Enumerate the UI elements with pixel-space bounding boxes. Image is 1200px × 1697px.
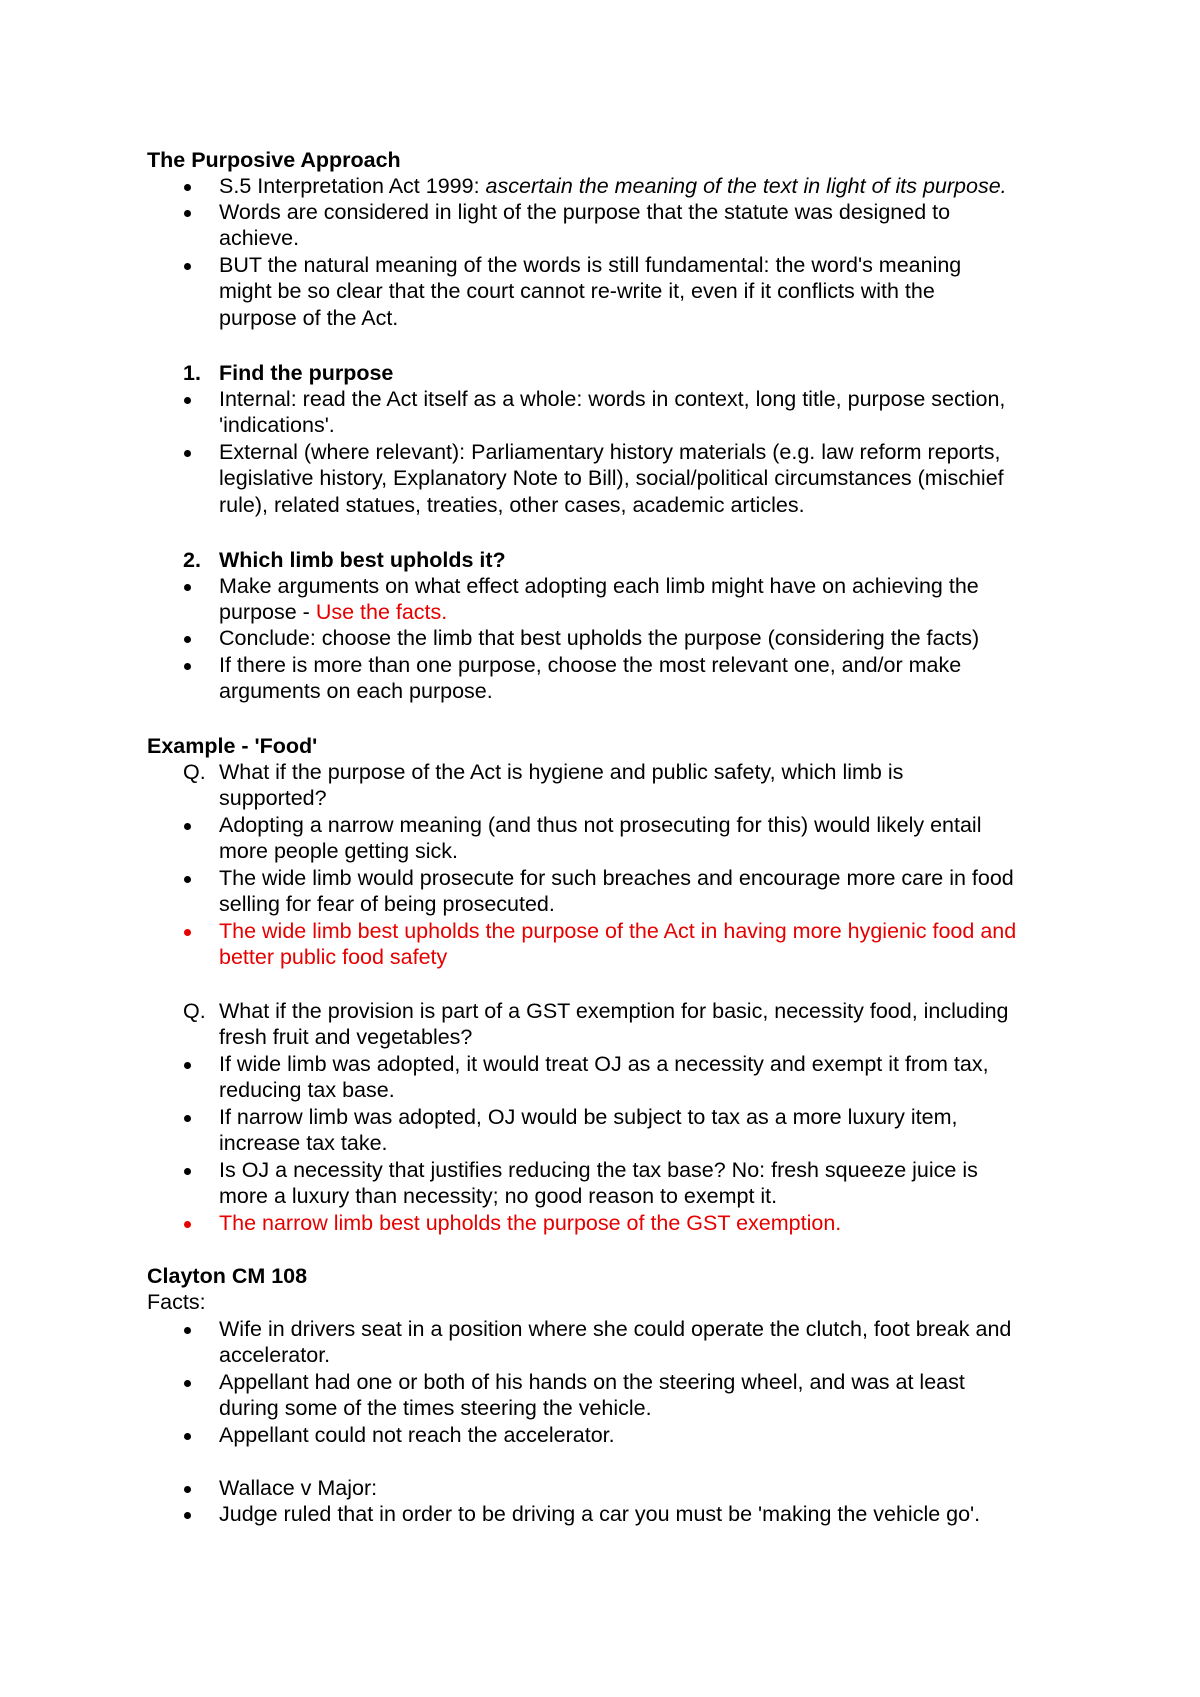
bullet-icon xyxy=(184,823,191,830)
list-item: Internal: read the Act itself as a whole: words in context, long title, purpose section, xyxy=(219,387,1006,411)
list-item: External (where relevant): Parliamentary history materials (e.g. law reform reports, xyxy=(219,440,1001,464)
facts-label: Facts: xyxy=(147,1290,206,1314)
bullet-icon xyxy=(184,210,191,217)
bullet-icon xyxy=(184,1115,191,1122)
list-item: If wide limb was adopted, it would treat OJ as a necessity and exempt it from tax, xyxy=(219,1052,989,1076)
list-item: What if the purpose of the Act is hygiene and public safety, which limb is xyxy=(219,760,904,784)
bullet-icon xyxy=(184,876,191,883)
list-item-continuation: purpose - Use the facts. xyxy=(219,600,448,624)
list-item-continuation: accelerator. xyxy=(219,1343,331,1367)
list-item-continuation: more people getting sick. xyxy=(219,839,459,863)
bullet-icon xyxy=(184,663,191,670)
question-marker: Q. xyxy=(183,760,206,784)
list-item-continuation: better public food safety xyxy=(219,945,448,969)
list-item: Judge ruled that in order to be driving a car you must be 'making the vehicle go'. xyxy=(219,1502,981,1526)
numbered-marker: 1. xyxy=(183,361,201,385)
list-item-continuation: 'indications'. xyxy=(219,413,335,437)
heading-example-food: Example - 'Food' xyxy=(147,734,318,758)
bullet-icon xyxy=(184,1221,191,1228)
numbered-marker: 2. xyxy=(183,548,201,572)
list-item: BUT the natural meaning of the words is still fundamental: the word's meaning xyxy=(219,253,962,277)
list-item: Wife in drivers seat in a position where she could operate the clutch, foot break and xyxy=(219,1317,1012,1341)
list-item: Wallace v Major: xyxy=(219,1476,378,1500)
list-item: Conclude: choose the limb that best upholds the purpose (considering the facts) xyxy=(219,626,980,650)
list-item: Is OJ a necessity that justifies reducing the tax base? No: fresh squeeze juice is xyxy=(219,1158,978,1182)
list-item: Make arguments on what effect adopting each limb might have on achieving the xyxy=(219,574,979,598)
bullet-icon xyxy=(184,1512,191,1519)
list-item-continuation: during some of the times steering the vehicle. xyxy=(219,1396,652,1420)
question-marker: Q. xyxy=(183,999,206,1023)
bullet-icon xyxy=(184,1486,191,1493)
bullet-icon xyxy=(184,1168,191,1175)
list-item: Words are considered in light of the purpose that the statute was designed to xyxy=(219,200,951,224)
list-item-continuation: increase tax take. xyxy=(219,1131,388,1155)
bullet-icon xyxy=(184,450,191,457)
bullet-icon xyxy=(184,636,191,643)
list-item: If there is more than one purpose, choose the most relevant one, and/or make xyxy=(219,653,962,677)
bullet-icon xyxy=(184,184,191,191)
list-item: Adopting a narrow meaning (and thus not prosecuting for this) would likely entail xyxy=(219,813,982,837)
bullet-icon xyxy=(184,263,191,270)
list-item-continuation: arguments on each purpose. xyxy=(219,679,493,703)
list-item: If narrow limb was adopted, OJ would be subject to tax as a more luxury item, xyxy=(219,1105,958,1129)
list-item-continuation: selling for fear of being prosecuted. xyxy=(219,892,555,916)
bullet-icon xyxy=(184,1062,191,1069)
list-item: S.5 Interpretation Act 1999: ascertain the meaning of the text in light of its purpose. xyxy=(219,174,1007,198)
list-item: What if the provision is part of a GST exemption for basic, necessity food, including xyxy=(219,999,1009,1023)
bullet-icon xyxy=(184,1433,191,1440)
list-item-continuation: achieve. xyxy=(219,226,300,250)
list-item-continuation: legislative history, Explanatory Note to Bill), social/political circumstances (mischief xyxy=(219,466,1004,490)
list-item-highlight: The narrow limb best upholds the purpose of the GST exemption. xyxy=(219,1211,842,1235)
bullet-icon xyxy=(184,929,191,936)
heading-clayton: Clayton CM 108 xyxy=(147,1264,308,1288)
list-item-continuation: reducing tax base. xyxy=(219,1078,395,1102)
bullet-icon xyxy=(184,1327,191,1334)
list-item-highlight: The wide limb best upholds the purpose of the Act in having more hygienic food and xyxy=(219,919,1017,943)
list-item-continuation: might be so clear that the court cannot re-write it, even if it conflicts with the xyxy=(219,279,935,303)
list-item: The wide limb would prosecute for such breaches and encourage more care in food xyxy=(219,866,1014,890)
heading-purposive-approach: The Purposive Approach xyxy=(147,148,401,172)
list-item: Appellant could not reach the accelerator. xyxy=(219,1423,615,1447)
bullet-icon xyxy=(184,1380,191,1387)
bullet-icon xyxy=(184,584,191,591)
list-item-continuation: supported? xyxy=(219,786,327,810)
list-item-continuation: purpose of the Act. xyxy=(219,306,399,330)
list-item: Appellant had one or both of his hands on the steering wheel, and was at least xyxy=(219,1370,965,1394)
list-item-continuation: fresh fruit and vegetables? xyxy=(219,1025,473,1049)
bullet-icon xyxy=(184,397,191,404)
heading-find-purpose: Find the purpose xyxy=(219,361,394,385)
highlight-use-facts: Use the facts. xyxy=(315,600,448,624)
heading-which-limb: Which limb best upholds it? xyxy=(219,548,506,572)
list-item-continuation: more a luxury than necessity; no good reason to exempt it. xyxy=(219,1184,778,1208)
list-item-continuation: rule), related statues, treaties, other cases, academic articles. xyxy=(219,493,805,517)
